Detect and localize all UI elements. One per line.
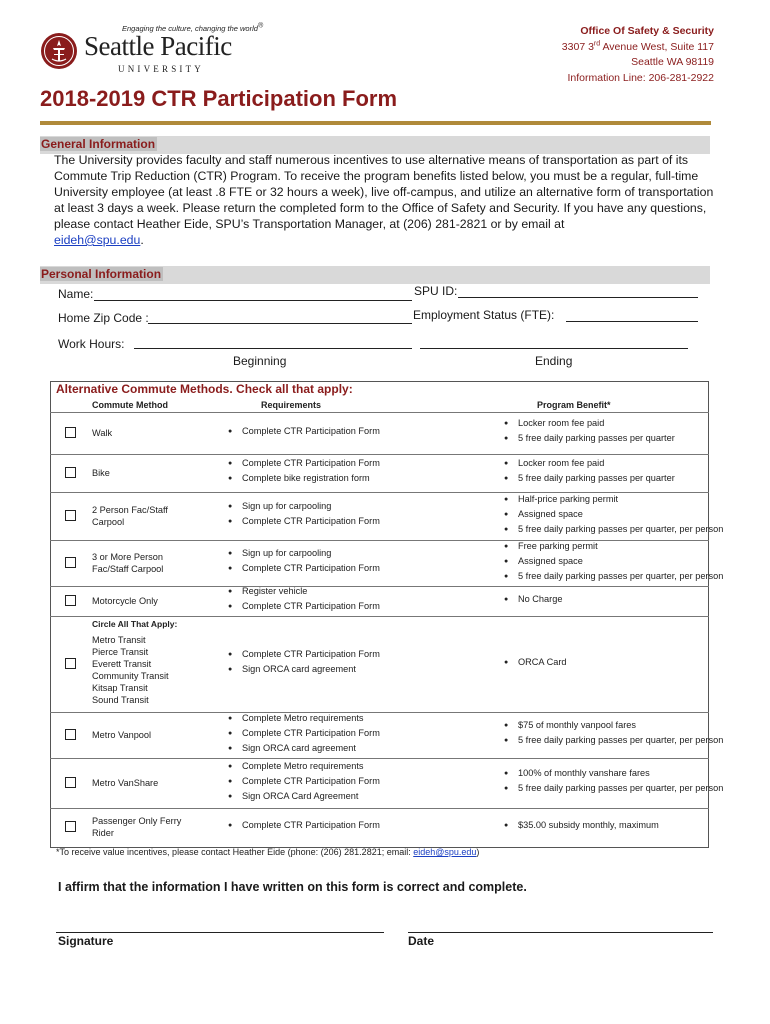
benefit-item: ● Free parking permit: [504, 541, 598, 551]
method-checkbox[interactable]: [65, 777, 76, 788]
benefit-item: ● 5 free daily parking passes per quarter, per person: [504, 735, 723, 745]
method-checkbox[interactable]: [65, 510, 76, 521]
logo-subtitle: UNIVERSITY: [118, 64, 204, 74]
date-label: Date: [408, 934, 435, 948]
zip-field[interactable]: [148, 323, 412, 324]
method-checkbox[interactable]: [65, 467, 76, 478]
office-phone: Information Line: 206-281-2922: [567, 71, 714, 84]
email-link[interactable]: eideh@spu.edu: [54, 233, 141, 247]
col-header-requirements: Requirements: [261, 400, 322, 410]
personal-info-label: Personal Information: [41, 267, 162, 281]
commute-method-label: Metro Vanpool: [92, 730, 152, 740]
requirement-item: ● Sign up for carpooling: [228, 501, 331, 511]
name-field[interactable]: [94, 300, 412, 301]
benefit-item: ● Half-price parking permit: [504, 494, 618, 504]
benefit-item: ● Locker room fee paid: [504, 458, 604, 468]
requirement-item: ● Complete CTR Participation Form: [228, 776, 380, 786]
signature-label: Signature: [58, 934, 114, 948]
office-street: 3307 3rd Avenue West, Suite 117: [561, 40, 714, 53]
benefit-item: ● Locker room fee paid: [504, 418, 604, 428]
requirement-item: ● Complete CTR Participation Form: [228, 820, 380, 830]
method-checkbox[interactable]: [65, 427, 76, 438]
signature-field[interactable]: [56, 932, 384, 933]
commute-method-label: 3 or More Person Fac/Staff Carpool: [92, 552, 164, 574]
commute-method-label: Bike: [92, 468, 110, 478]
requirement-item: ● Sign ORCA card agreement: [228, 743, 356, 753]
requirement-item: ● Complete CTR Participation Form: [228, 426, 380, 436]
method-checkbox[interactable]: [65, 595, 76, 606]
benefit-item: ● 5 free daily parking passes per quarter, per person: [504, 571, 723, 581]
commute-method-label: Metro VanShare: [92, 778, 159, 788]
logo-name: Seattle Pacific: [84, 31, 232, 61]
commute-method-label: 2 Person Fac/Staff Carpool: [92, 505, 168, 527]
col-header-method: Commute Method: [92, 400, 168, 410]
requirement-item: ● Register vehicle: [228, 586, 307, 596]
spu-id-label: SPU ID:: [414, 284, 458, 298]
method-checkbox[interactable]: [65, 557, 76, 568]
title-divider: [40, 121, 711, 125]
date-field[interactable]: [408, 932, 713, 933]
general-info-label: General Information: [41, 137, 156, 151]
requirement-item: ● Complete bike registration form: [228, 473, 370, 483]
name-label: Name:: [58, 287, 94, 301]
zip-label: Home Zip Code :: [58, 311, 149, 325]
benefit-item: ● ORCA Card: [504, 657, 567, 667]
requirement-item: ● Complete CTR Participation Form: [228, 516, 380, 526]
ending-caption: Ending: [535, 354, 573, 368]
commute-table-title: Alternative Commute Methods. Check all that apply:: [56, 382, 353, 396]
requirement-item: ● Complete CTR Participation Form: [228, 563, 380, 573]
work-hours-end-field[interactable]: [420, 348, 688, 349]
requirement-item: ● Complete Metro requirements: [228, 713, 364, 723]
commute-method-label: Metro Transit Pierce Transit Everett Transit Community Transit Kitsap Transit Sound Transit: [92, 635, 169, 705]
requirement-item: ● Complete CTR Participation Form: [228, 601, 380, 611]
benefit-item: ● Assigned space: [504, 556, 583, 566]
office-name: Office Of Safety & Security: [580, 25, 714, 37]
commute-method-label: Motorcycle Only: [92, 596, 158, 606]
tagline: Engaging the culture, changing the world®: [122, 22, 264, 33]
benefit-item: ● $75 of monthly vanpool fares: [504, 720, 636, 730]
commute-method-label: Walk: [92, 428, 113, 438]
benefit-item: ● No Charge: [504, 594, 562, 604]
personal-info-header: [40, 266, 710, 284]
benefit-item: ● 5 free daily parking passes per quarter: [504, 433, 675, 443]
office-city: Seattle WA 98119: [631, 56, 714, 68]
requirement-item: ● Sign up for carpooling: [228, 548, 331, 558]
fte-field[interactable]: [566, 321, 698, 322]
commute-method-label: Passenger Only Ferry Rider: [92, 816, 182, 838]
requirement-item: ● Complete CTR Participation Form: [228, 728, 380, 738]
beginning-caption: Beginning: [233, 354, 287, 368]
form-title: 2018-2019 CTR Participation Form: [40, 86, 398, 111]
fte-label: Employment Status (FTE):: [413, 308, 555, 322]
requirement-item: ● Complete CTR Participation Form: [228, 458, 380, 468]
work-hours-begin-field[interactable]: [134, 348, 412, 349]
requirement-item: ● Sign ORCA Card Agreement: [228, 791, 358, 801]
office-address-block: [562, 24, 714, 86]
requirement-item: ● Complete CTR Participation Form: [228, 649, 380, 659]
circle-all-label: Circle All That Apply:: [92, 619, 178, 629]
benefit-item: ● 100% of monthly vanshare fares: [504, 768, 650, 778]
method-checkbox[interactable]: [65, 821, 76, 832]
benefit-item: ● Assigned space: [504, 509, 583, 519]
benefit-item: ● 5 free daily parking passes per quarter: [504, 473, 675, 483]
general-info-text: The University provides faculty and staff numerous incentives to use alternative means of transportation as part of its Commute Trip Reduction (CTR) Program. To receive the program benefits listed below, you must be a regular, full-time University employee (at least .8 FTE or 32 hours a week), live off-campus, and utilize an alternative form of transportation at least 3 days a week. Please return the completed form to the Office of Safety and Security. If you have any questions, please contact Heather Eide, SPU’s Transportation Manager, at (206) 281-2821 or by email at eideh@spu.edu.: [54, 153, 714, 247]
benefit-item: ● 5 free daily parking passes per quarter, per person: [504, 524, 723, 534]
spu-id-field[interactable]: [458, 297, 698, 298]
method-checkbox[interactable]: [65, 658, 76, 669]
university-seal-icon: [40, 32, 78, 70]
requirement-item: ● Complete Metro requirements: [228, 761, 364, 771]
footnote-email-link[interactable]: eideh@spu.edu: [413, 847, 477, 857]
work-hours-label: Work Hours:: [58, 337, 125, 351]
affirmation-text: I affirm that the information I have written on this form is correct and complete.: [58, 880, 527, 894]
col-header-benefit: Program Benefit*: [537, 400, 611, 410]
method-checkbox[interactable]: [65, 729, 76, 740]
benefit-item: ● 5 free daily parking passes per quarter, per person: [504, 783, 723, 793]
benefit-item: ● $35.00 subsidy monthly, maximum: [504, 820, 659, 830]
requirement-item: ● Sign ORCA card agreement: [228, 664, 356, 674]
footnote: *To receive value incentives, please contact Heather Eide (phone: (206) 281.2821; email: eideh@spu.edu): [56, 847, 480, 857]
